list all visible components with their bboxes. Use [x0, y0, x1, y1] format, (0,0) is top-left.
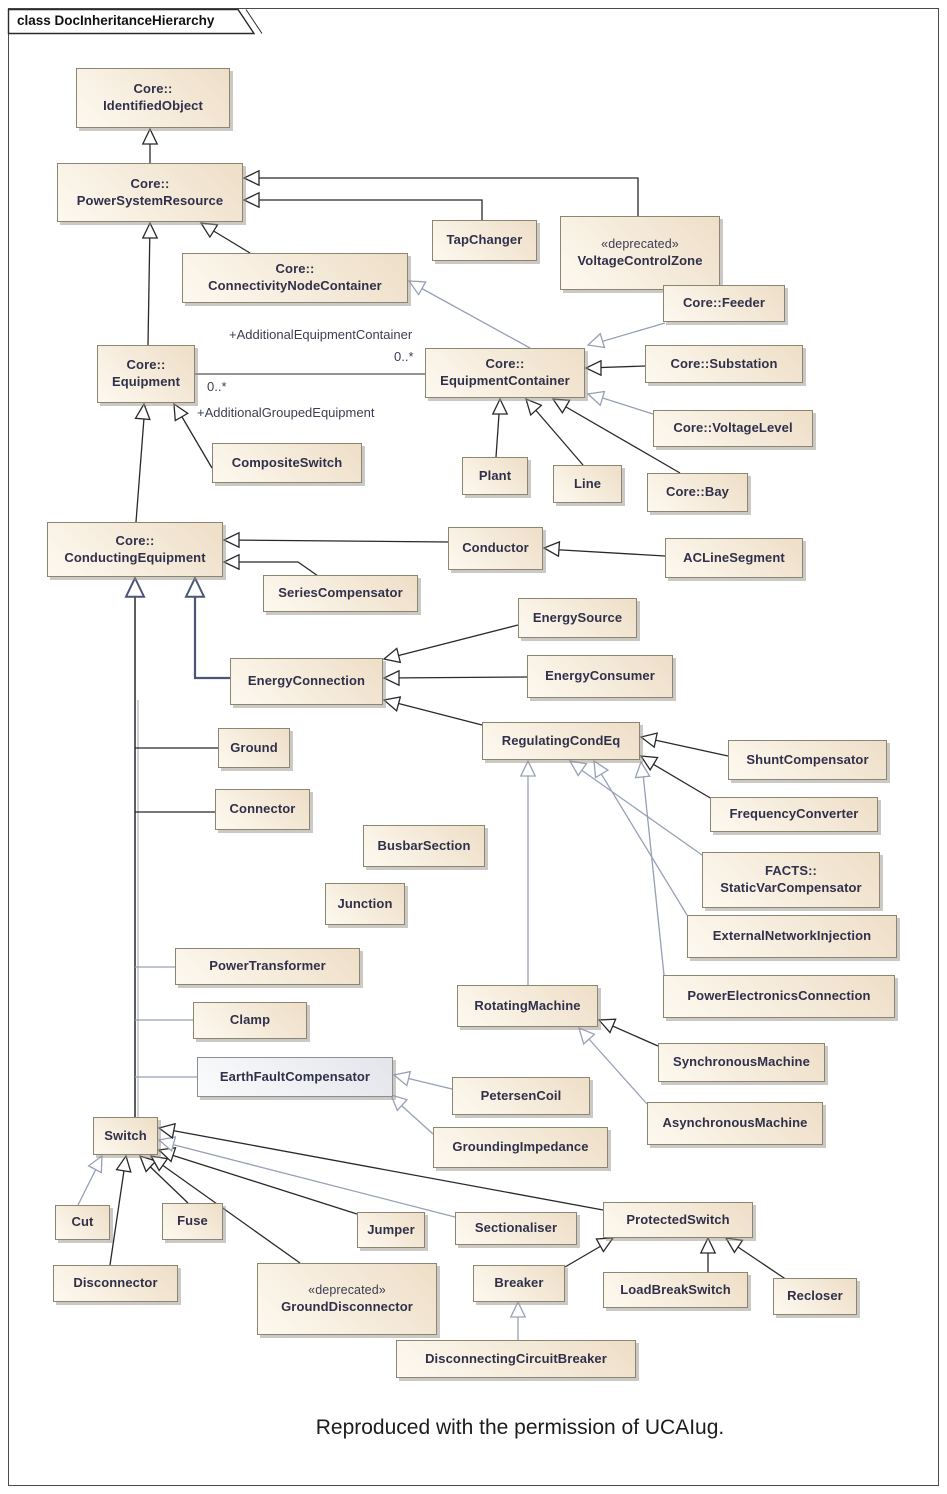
generalization-arrowhead — [143, 223, 157, 238]
class-name-label: StaticVarCompensator — [720, 880, 862, 895]
generalization-arrowhead — [493, 399, 507, 414]
inheritance-edge — [159, 1151, 357, 1214]
generalization-arrowhead — [394, 1072, 410, 1086]
class-name-label: ShuntCompensator — [746, 751, 869, 767]
generalization-arrowhead — [384, 671, 399, 685]
class-name-label: Connector — [229, 801, 296, 817]
generalization-arrowhead — [641, 733, 657, 747]
class-name-label: FACTS:: — [765, 863, 817, 879]
class-name-label: DisconnectingCircuitBreaker — [425, 1350, 607, 1366]
inheritance-edge — [410, 282, 530, 348]
class-name-label: Sectionaliser — [474, 1220, 558, 1236]
inheritance-edge — [385, 625, 518, 659]
class-name-label: SeriesCompensator — [278, 585, 403, 601]
class-name-label: EarthFaultCompensator — [219, 1068, 371, 1084]
generalization-arrowhead — [159, 1124, 175, 1138]
class-name-label: IdentifiedObject — [103, 98, 203, 113]
class-name-label: Clamp — [229, 1012, 271, 1028]
class-name-label: FrequencyConverter — [729, 806, 859, 822]
class-name-label: ConductingEquipment — [64, 549, 206, 565]
class-name-label: EquipmentContainer — [440, 373, 570, 388]
generalization-arrowhead — [570, 761, 586, 776]
class-name-label: Ground — [230, 739, 278, 755]
class-name-label: LoadBreakSwitch — [620, 1281, 731, 1297]
generalization-arrowhead — [174, 404, 188, 421]
inheritance-edge — [545, 549, 665, 556]
generalization-arrowhead — [594, 761, 608, 778]
class-name-label: Core:: — [130, 175, 170, 191]
class-name-label: Core::Feeder — [682, 295, 766, 311]
class-name-label: Line — [573, 475, 602, 491]
class-name-label: SynchronousMachine — [673, 1054, 810, 1070]
class-name-label: RegulatingCondEq — [501, 732, 621, 748]
generalization-arrowhead — [117, 1156, 131, 1172]
class-name-label: Breaker — [494, 1275, 544, 1291]
inheritance-edge — [151, 1157, 300, 1263]
class-name-label: BusbarSection — [377, 837, 471, 853]
class-name-label: GroundingImpedance — [452, 1139, 589, 1155]
generalization-arrowhead — [201, 223, 218, 237]
class-name-label: Core:: — [133, 81, 173, 97]
association-label: 0..* — [207, 379, 227, 394]
class-name-label: ExternalNetworkInjection — [712, 928, 872, 944]
inheritance-edge — [224, 540, 448, 542]
class-name-label: GroundDisconnector — [281, 1298, 413, 1314]
class-name-label: Core:: — [485, 356, 525, 372]
class-name-label: Fuse — [177, 1213, 208, 1229]
class-name-label: Jumper — [367, 1221, 415, 1237]
class-name-label: ProtectedSwitch — [626, 1211, 730, 1227]
inheritance-edge — [385, 700, 482, 725]
inheritance-edge — [580, 1029, 647, 1104]
class-name-label: Core:: — [126, 357, 166, 373]
generalization-arrowhead — [511, 1302, 525, 1317]
generalization-arrowhead — [143, 129, 157, 144]
association-label: +AdditionalGroupedEquipment — [197, 405, 375, 420]
stereotype-label: «deprecated» — [308, 1283, 386, 1298]
class-name-label: TapChanger — [446, 232, 523, 248]
class-name-label: Core::Substation — [670, 355, 778, 371]
generalization-arrowhead — [186, 578, 204, 597]
class-name-label: Conductor — [462, 540, 529, 556]
caption: Reproduced with the permission of UCAIug. — [315, 1416, 725, 1439]
generalization-arrowhead — [126, 578, 144, 597]
class-name-label: VoltageControlZone — [577, 252, 703, 268]
generalization-arrowhead — [726, 1238, 742, 1252]
generalization-arrowhead — [136, 404, 150, 420]
generalization-arrowhead — [409, 281, 426, 295]
inheritance-edge — [385, 677, 527, 678]
generalization-arrowhead — [526, 399, 541, 415]
class-name-label: CompositeSwitch — [231, 454, 343, 470]
generalization-arrowhead — [89, 1156, 102, 1173]
inheritance-edge — [244, 178, 638, 216]
inheritance-edge — [594, 762, 687, 915]
generalization-arrowhead — [384, 697, 400, 711]
class-name-label: ACLineSegment — [683, 549, 785, 565]
generalization-arrowhead — [224, 555, 239, 569]
inheritance-edge — [244, 200, 482, 220]
class-name-label: Cut — [71, 1214, 94, 1230]
diagram-title: class DocInheritanceHierarchy — [17, 13, 215, 28]
inheritance-edge — [554, 400, 680, 473]
inheritance-edge — [642, 764, 664, 975]
class-name-label: EnergyConsumer — [545, 668, 655, 684]
class-name-label: Plant — [478, 467, 512, 483]
class-name-label: PowerTransformer — [209, 958, 326, 974]
stereotype-label: «deprecated» — [601, 237, 679, 252]
generalization-arrowhead — [586, 361, 601, 375]
class-name-label: Equipment — [111, 374, 181, 389]
generalization-arrowhead — [701, 1238, 715, 1253]
generalization-arrowhead — [544, 542, 559, 556]
generalization-arrowhead — [521, 761, 535, 776]
class-name-label: PetersenCoil — [480, 1087, 562, 1103]
inheritance-edge — [148, 224, 150, 345]
generalization-arrowhead — [588, 392, 604, 406]
class-name-label: ConnectivityNodeContainer — [208, 278, 382, 293]
association-label: +AdditionalEquipmentContainer — [229, 327, 413, 342]
generalization-arrowhead — [588, 334, 604, 348]
inheritance-edge — [110, 1157, 126, 1265]
class-name-label: AsynchronousMachine — [662, 1115, 808, 1131]
class-name-label: Core::Bay — [665, 484, 730, 500]
class-name-label: Junction — [337, 895, 393, 911]
generalization-arrowhead — [596, 1238, 613, 1252]
generalization-arrowhead — [244, 171, 259, 185]
class-name-label: Disconnector — [73, 1275, 158, 1291]
generalization-arrowhead — [244, 193, 259, 207]
inheritance-edge — [136, 405, 145, 522]
association-label: 0..* — [394, 349, 414, 364]
generalization-arrowhead — [384, 648, 400, 662]
generalization-arrowhead — [599, 1019, 616, 1032]
class-name-label: Switch — [104, 1127, 147, 1143]
class-name-label: Core::VoltageLevel — [673, 420, 793, 436]
class-name-label: Core:: — [275, 261, 315, 277]
inheritance-edge — [159, 1141, 455, 1217]
class-name-label: EnergyConnection — [247, 673, 366, 689]
class-name-label: Recloser — [787, 1288, 843, 1304]
generalization-arrowhead — [224, 533, 239, 547]
class-name-label: EnergySource — [532, 609, 623, 625]
class-name-label: PowerSystemResource — [76, 192, 224, 208]
class-name-label: RotatingMachine — [474, 997, 581, 1013]
generalization-arrowhead — [553, 399, 570, 413]
class-name-label: Core:: — [115, 532, 155, 548]
class-name-label: PowerElectronicsConnection — [687, 988, 871, 1004]
